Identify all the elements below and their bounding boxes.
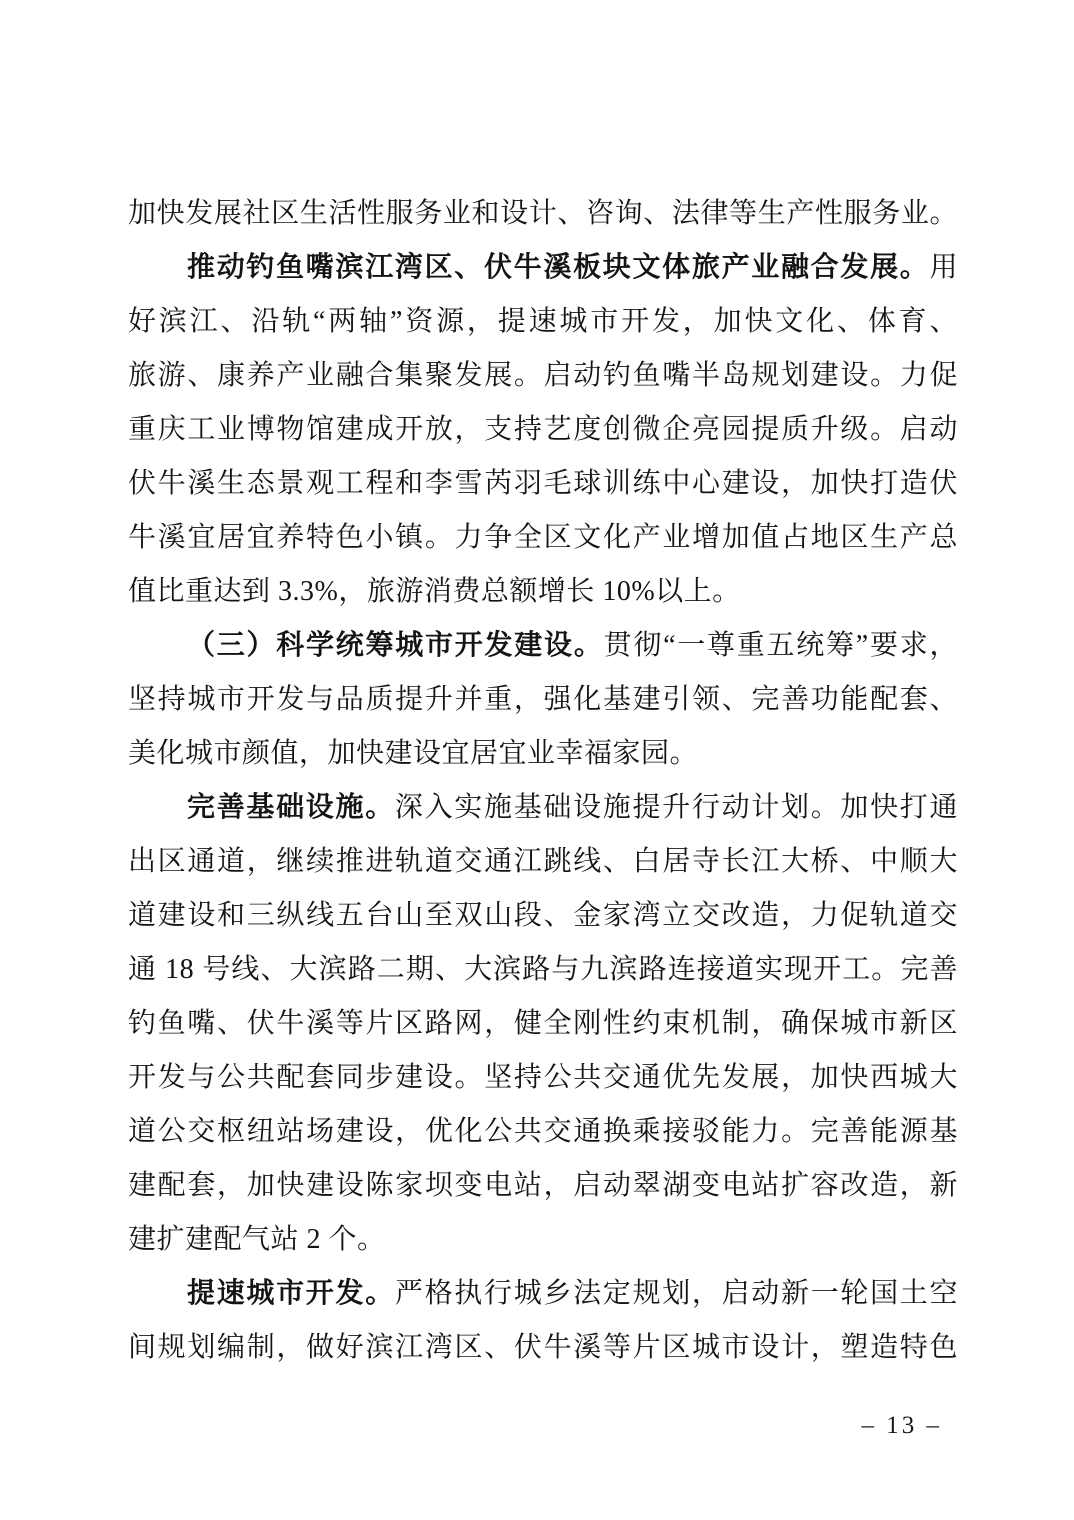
text-line <box>128 1105 958 1159</box>
body-text: 出区通道，继续推进轨道交通江跳线、白居寺长江大桥、中顺大 <box>128 846 958 877</box>
text-line <box>128 781 958 835</box>
body-text: 牛溪宜居宜养特色小镇。力争全区文化产业增加值占地区生产总 <box>128 522 958 553</box>
text-line <box>128 1321 958 1375</box>
paragraph-lead-bold: 推动钓鱼嘴滨江湾区、伏牛溪板块文体旅产业融合发展。 <box>187 252 930 283</box>
text-line <box>128 727 958 781</box>
body-text: 严格执行城乡法定规划，启动新一轮国土空 <box>394 1278 958 1309</box>
page-number: – 13 – <box>861 1412 942 1439</box>
text-line <box>128 619 958 673</box>
body-text: 道公交枢纽站场建设，优化公共交通换乘接驳能力。完善能源基 <box>128 1116 958 1147</box>
text-line <box>128 295 958 349</box>
text-line <box>128 511 958 565</box>
document-body <box>128 187 958 1375</box>
body-text: 间规划编制，做好滨江湾区、伏牛溪等片区城市设计，塑造特色 <box>128 1332 958 1363</box>
body-text: 开发与公共配套同步建设。坚持公共交通优先发展，加快西城大 <box>128 1062 958 1093</box>
body-text: 贯彻“一尊重五统筹”要求， <box>603 630 958 661</box>
body-text: 钓鱼嘴、伏牛溪等片区路网，健全刚性约束机制，确保城市新区 <box>128 1008 958 1039</box>
paragraph-lead-bold: （三）科学统筹城市开发建设。 <box>187 630 604 661</box>
body-text: 深入实施基础设施提升行动计划。加快打通 <box>394 792 958 823</box>
body-text: 旅游、康养产业融合集聚发展。启动钓鱼嘴半岛规划建设。力促 <box>128 360 958 391</box>
body-text: 重庆工业博物馆建成开放，支持艺度创微企亮园提质升级。启动 <box>128 414 958 445</box>
text-line <box>128 673 958 727</box>
body-text: 伏牛溪生态景观工程和李雪芮羽毛球训练中心建设，加快打造伏 <box>128 468 958 499</box>
text-line <box>128 1213 958 1267</box>
text-line <box>128 241 958 295</box>
body-text: 道建设和三纵线五台山至双山段、金家湾立交改造，力促轨道交 <box>128 900 958 931</box>
text-line <box>128 565 958 619</box>
text-line <box>128 835 958 889</box>
body-text: 坚持城市开发与品质提升并重，强化基建引领、完善功能配套、 <box>128 684 958 715</box>
text-line <box>128 1159 958 1213</box>
text-line <box>128 1267 958 1321</box>
body-text: 用 <box>929 252 958 283</box>
body-text: 加快发展社区生活性服务业和设计、咨询、法律等生产性服务业。 <box>128 198 958 229</box>
body-text: 美化城市颜值，加快建设宜居宜业幸福家园。 <box>128 738 699 769</box>
paragraph-lead-bold: 完善基础设施。 <box>187 792 395 823</box>
text-line <box>128 457 958 511</box>
body-text: 建扩建配气站 2 个。 <box>128 1224 386 1255</box>
paragraph-lead-bold: 提速城市开发。 <box>187 1278 395 1309</box>
text-line <box>128 889 958 943</box>
body-text: 值比重达到 3.3%，旅游消费总额增长 10%以上。 <box>128 576 741 607</box>
text-line <box>128 349 958 403</box>
text-line <box>128 997 958 1051</box>
text-line <box>128 1051 958 1105</box>
text-line <box>128 187 958 241</box>
text-line <box>128 403 958 457</box>
body-text: 建配套，加快建设陈家坝变电站，启动翠湖变电站扩容改造，新 <box>128 1170 958 1201</box>
body-text: 通 18 号线、大滨路二期、大滨路与九滨路连接道实现开工。完善 <box>128 954 958 985</box>
body-text: 好滨江、沿轨“两轴”资源，提速城市开发，加快文化、体育、 <box>128 306 958 337</box>
text-line <box>128 943 958 997</box>
